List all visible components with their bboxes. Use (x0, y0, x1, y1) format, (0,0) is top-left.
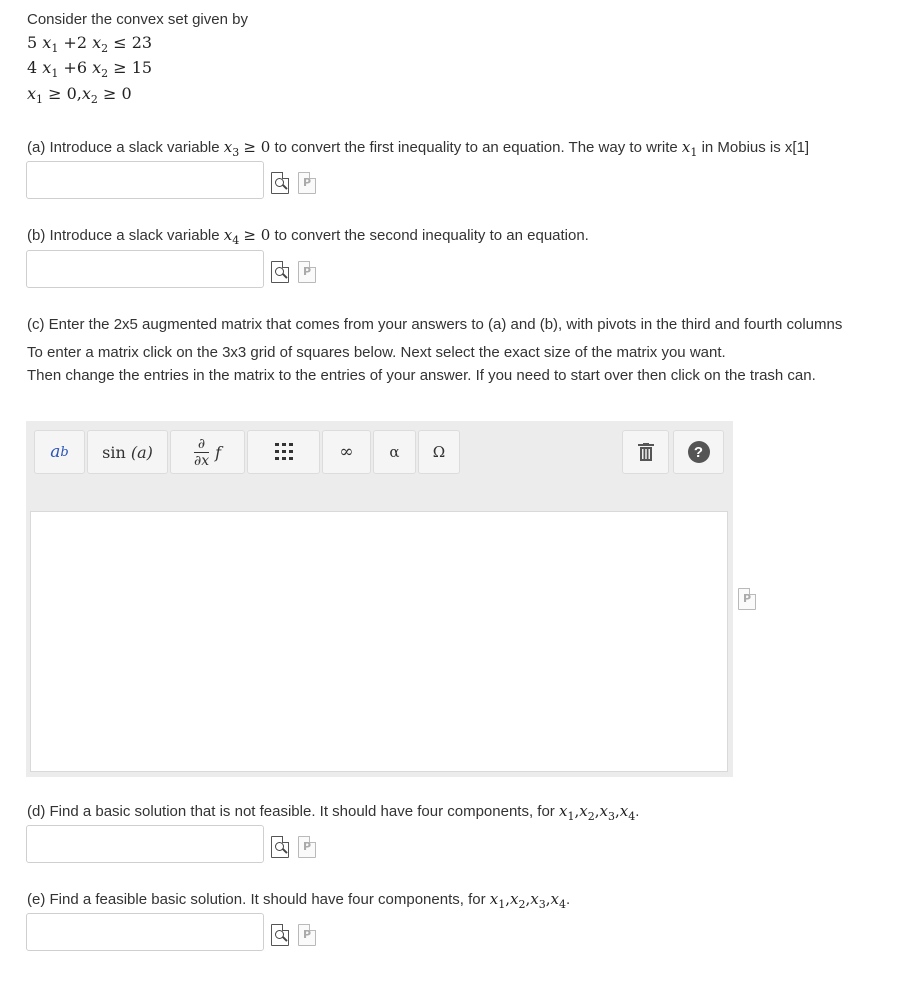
part-b-prompt: (b) Introduce a slack variable $x_4 \ge 0$ to convert the second inequality to an equation. (27, 226, 589, 247)
calculus-button[interactable]: ∂ ∂x f (170, 430, 245, 474)
power-button[interactable]: a b (34, 430, 85, 474)
matrix-equation-editor (26, 421, 733, 777)
intro-text: Consider the convex set given by (27, 11, 248, 28)
part-a-prompt: (a) Introduce a slack variable $x_3 \ge 0$ to convert the first inequality to an equation. The way to write $x_1$ in Mobius is x[1] (27, 138, 810, 159)
part-d-answer-input[interactable] (26, 825, 264, 863)
preview-icon[interactable] (271, 261, 289, 283)
part-b-answer-input[interactable] (26, 250, 264, 288)
part-c-instruction-2: Then change the entries in the matrix to the entries of your answer. If you need to start over then click on the trash can. (27, 367, 816, 384)
matrix-editor-area[interactable] (30, 511, 728, 772)
matrix-grid-icon (274, 441, 294, 463)
trash-button[interactable] (622, 430, 669, 474)
part-d-prompt: (d) Find a basic solution that is not feasible. It should have four components, for $x_1,x_2,x_3,x_4$. (27, 802, 640, 823)
part-c-prompt: (c) Enter the 2x5 augmented matrix that comes from your answers to (a) and (b), with pivots in the third and fourth columns (27, 316, 843, 333)
help-icon: ? (688, 441, 710, 463)
infinity-button[interactable]: ∞ (322, 430, 371, 474)
help-button[interactable] (673, 430, 724, 474)
matrix-button[interactable] (247, 430, 320, 474)
part-a-answer-input[interactable] (26, 161, 264, 199)
omega-button[interactable]: Ω (418, 430, 460, 474)
pdf-icon[interactable]: P (298, 172, 316, 194)
preview-icon[interactable] (271, 172, 289, 194)
constraint-2: 4 $x_1 +6$ $x_2 \ge 15$ (27, 58, 153, 80)
pdf-icon[interactable]: P (298, 261, 316, 283)
pdf-icon[interactable]: P (298, 924, 316, 946)
pdf-icon[interactable]: P (298, 836, 316, 858)
pdf-icon[interactable]: P (738, 588, 756, 610)
constraint-3: $x_1 \ge 0,x_2 \ge 0$ (27, 84, 132, 106)
constraint-1: 5 $x_1 +2$ $x_2 \le 23$ (27, 33, 153, 55)
function-button[interactable]: sin (a) (87, 430, 168, 474)
preview-icon[interactable] (271, 924, 289, 946)
part-e-answer-input[interactable] (26, 913, 264, 951)
part-c-instruction-1: To enter a matrix click on the 3x3 grid of squares below. Next select the exact size of the matrix you want. (27, 344, 726, 361)
alpha-button[interactable]: α (373, 430, 416, 474)
preview-icon[interactable] (271, 836, 289, 858)
part-e-prompt: (e) Find a feasible basic solution. It should have four components, for $x_1,x_2,x_3,x_4$. (27, 890, 571, 911)
trash-icon (638, 443, 654, 461)
